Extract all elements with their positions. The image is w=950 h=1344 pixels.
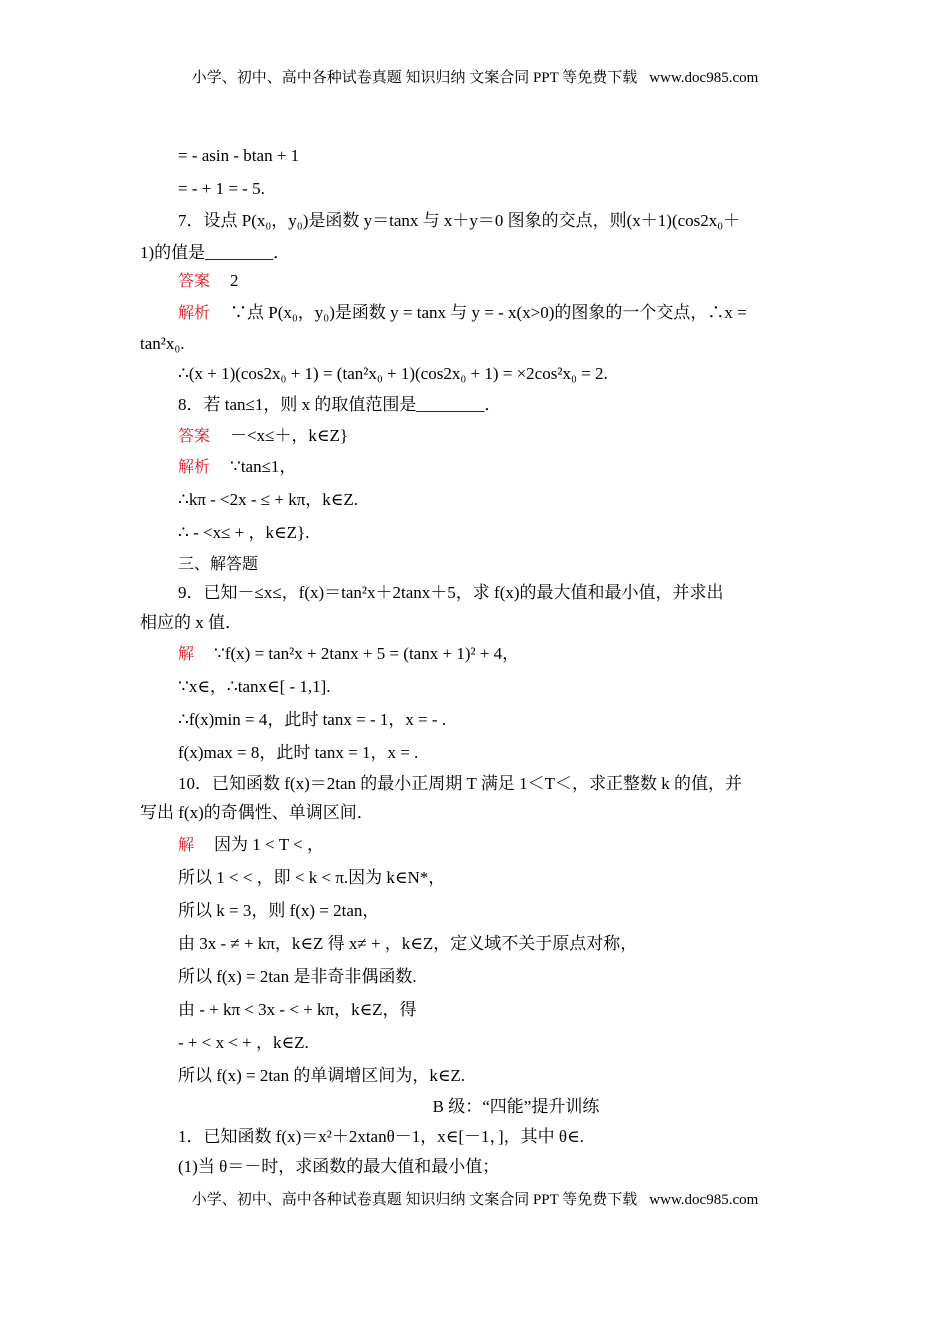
text-line: ∴f(x)min = 4，此时 tanx = - 1，x = - .	[178, 710, 447, 729]
text-line: 由 - + kπ < 3x - < + kπ，k∈Z，得	[178, 1000, 417, 1019]
text-line: 所以 1 < < ，即 < k < π.因为 k∈N*，	[178, 868, 446, 887]
text-line: tan²x₀.	[140, 334, 185, 353]
question-b1-part1: (1)当 θ＝－时，求函数的最大值和最小值；	[178, 1157, 500, 1176]
question-10: 10．已知函数 f(x)＝2tan 的最小正周期 T 满足 1＜T＜，求正整数 k 的值，并	[178, 774, 742, 793]
text-line: - + < x < + ，k∈Z.	[178, 1033, 309, 1052]
text-line: 所以 k = 3，则 f(x) = 2tan，	[178, 901, 380, 920]
footer-text: 小学、初中、高中各种试卷真题 知识归纳 文案合同 PPT 等免费下载	[191, 1192, 638, 1208]
solution-text: 因为 1 < T < ，	[214, 835, 325, 854]
solution-10	[140, 834, 850, 856]
answer-8	[140, 425, 850, 447]
text-line: ∴ - <x≤ + ，k∈Z}.	[178, 523, 310, 542]
header-text: 小学、初中、高中各种试卷真题 知识归纳 文案合同 PPT 等免费下载	[191, 70, 638, 86]
question-9-cont: 相应的 x 值．	[140, 613, 242, 632]
section-heading: 三、解答题	[178, 554, 259, 573]
analysis-text: ∵tan≤1，	[230, 457, 297, 476]
text-line: ∴kπ - <2x - ≤ + kπ，k∈Z.	[178, 490, 359, 509]
analysis-8	[140, 456, 850, 478]
question-10-cont: 写出 f(x)的奇偶性、单调区间．	[140, 803, 374, 822]
answer-label: 答案	[178, 426, 211, 445]
analysis-7	[140, 302, 850, 324]
text-line: 由 3x - ≠ + kπ，k∈Z 得 x≠ + ，k∈Z，定义域不关于原点对称，	[178, 934, 638, 953]
answer-value: 2	[230, 271, 239, 290]
answer-label: 答案	[178, 271, 211, 290]
question-8: 8．若 tan≤1，则 x 的取值范围是________．	[178, 395, 502, 414]
text-line: f(x)max = 8，此时 tanx = 1，x = .	[178, 743, 419, 762]
footer-url: www.doc985.com	[649, 1192, 759, 1208]
page-footer	[0, 1190, 950, 1210]
text-line: 所以 f(x) = 2tan 是非奇非偶函数.	[178, 967, 417, 986]
section-b-heading: B 级：“四能”提升训练	[432, 1097, 600, 1116]
question-b1: 1．已知函数 f(x)＝x²＋2xtanθ－1，x∈[－1，]，其中 θ∈.	[178, 1127, 584, 1146]
text-line: = - asin - btan + 1	[178, 146, 300, 165]
solution-text: ∵f(x) = tan²x + 2tanx + 5 = (tanx + 1)² + 4，	[214, 644, 520, 663]
text-line: = - + 1 = - 5.	[178, 179, 265, 198]
solution-label: 解	[178, 644, 195, 663]
question-7: 7．设点 P(x₀，y₀)是函数 y＝tanx 与 x＋y＝0 图象的交点，则(x＋1)(cos2x₀＋	[178, 211, 741, 230]
text-line: ∴(x + 1)(cos2x₀ + 1) = (tan²x₀ + 1)(cos2x₀ + 1) = ×2cos²x₀ = 2.	[178, 364, 608, 383]
analysis-text: ∵点 P(x₀，y₀)是函数 y = tanx 与 y = - x(x>0)的图象的一个交点，∴x =	[230, 303, 747, 322]
header-url: www.doc985.com	[649, 70, 759, 86]
question-9: 9．已知－≤x≤，f(x)＝tan²x＋2tanx＋5，求 f(x)的最大值和最小值，并求出	[178, 583, 724, 602]
solution-label: 解	[178, 835, 195, 854]
answer-7	[140, 270, 850, 292]
analysis-label: 解析	[178, 457, 211, 476]
solution-9	[140, 643, 850, 665]
analysis-label: 解析	[178, 303, 211, 322]
text-line: ∵x∈，∴tanx∈[ - 1,1].	[178, 677, 331, 696]
text-line: 所以 f(x) = 2tan 的单调增区间为，k∈Z.	[178, 1066, 466, 1085]
answer-value: －<x≤＋，k∈Z}	[230, 426, 349, 445]
page-header	[0, 68, 950, 88]
question-7-cont: 1)的值是________．	[140, 243, 291, 262]
